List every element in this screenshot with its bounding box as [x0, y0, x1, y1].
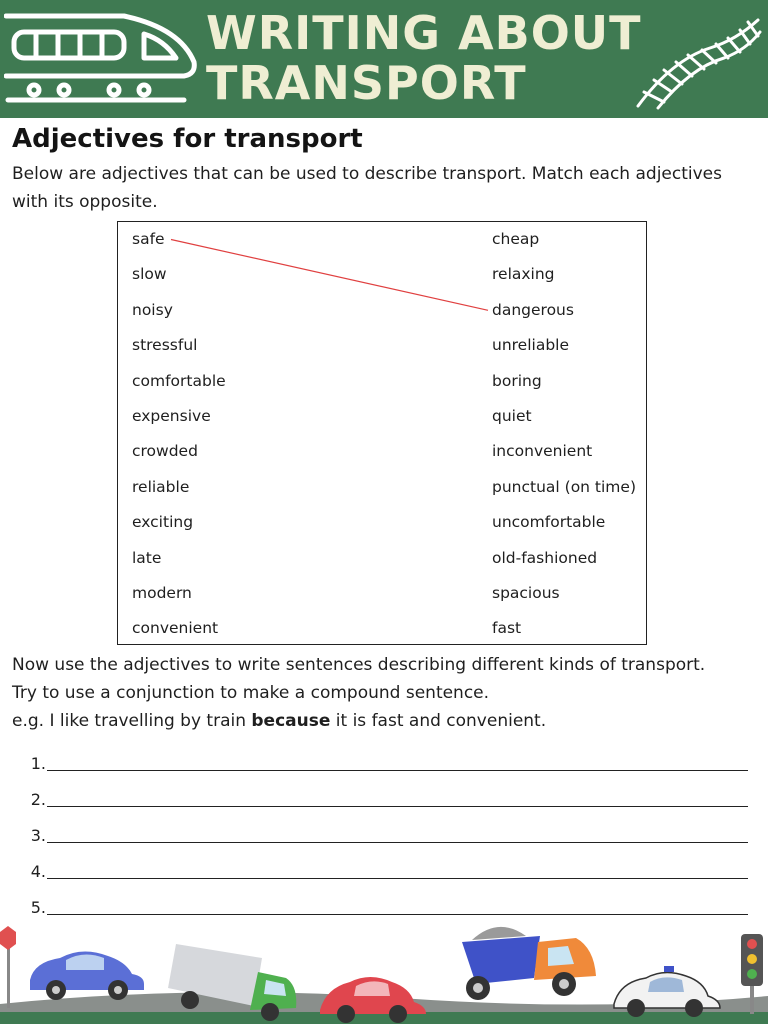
left-adjective: slow [132, 265, 167, 284]
answer-line[interactable] [28, 810, 748, 846]
answer-number: 2. [30, 790, 46, 809]
left-adjective: stressful [132, 336, 198, 355]
footer-illustration [0, 918, 768, 1024]
right-adjective: unreliable [492, 336, 570, 355]
left-adjective: crowded [132, 442, 198, 461]
instructions-line-2: Try to use a conjunction to make a compound sentence. [12, 683, 490, 703]
instructions [12, 651, 757, 735]
left-adjective: noisy [132, 300, 173, 319]
right-adjective: fast [492, 619, 522, 638]
section-title: Adjectives for transport [12, 124, 363, 154]
dump-truck-icon [462, 927, 596, 1000]
answer-line[interactable] [28, 738, 748, 774]
answer-writing-line[interactable] [47, 878, 748, 879]
blue-car-icon [30, 951, 144, 1000]
right-adjective: relaxing [492, 265, 555, 284]
answer-line[interactable] [28, 882, 748, 918]
answer-writing-line[interactable] [47, 842, 748, 843]
banner-title [206, 8, 642, 108]
left-adjective: safe [132, 230, 165, 248]
answer-line[interactable] [28, 774, 748, 810]
answer-writing-line[interactable] [47, 806, 748, 807]
instructions-line-1: Now use the adjectives to write sentences describing different kinds of transport. [12, 655, 706, 675]
left-adjective: reliable [132, 477, 190, 496]
answer-writing-line[interactable] [47, 770, 748, 771]
right-adjective: cheap [492, 230, 540, 248]
example-conjunction: because [251, 711, 331, 731]
answer-writing-line[interactable] [47, 914, 748, 915]
train-icon [4, 10, 200, 106]
right-adjective: boring [492, 371, 542, 390]
right-adjectives-column [492, 226, 636, 651]
left-adjective: late [132, 548, 162, 567]
left-adjective: modern [132, 583, 192, 602]
right-adjective: old-fashioned [492, 548, 598, 567]
right-adjective: quiet [492, 406, 532, 425]
right-adjective: dangerous [492, 300, 574, 319]
answer-number: 4. [30, 862, 46, 881]
answer-number: 1. [30, 754, 46, 773]
example-sentence [12, 707, 757, 735]
left-adjective: comfortable [132, 371, 226, 390]
example-suffix: it is fast and convenient. [330, 711, 547, 731]
answer-lines [28, 738, 748, 918]
right-adjective: punctual (on time) [492, 477, 636, 496]
answer-number: 5. [30, 898, 46, 917]
answer-line[interactable] [28, 846, 748, 882]
banner-title-line1: WRITING ABOUT [206, 6, 642, 60]
left-adjectives-column [132, 226, 226, 651]
right-adjective: inconvenient [492, 442, 593, 461]
banner-title-line2: TRANSPORT [206, 56, 527, 110]
right-adjective: uncomfortable [492, 513, 606, 532]
left-adjective: convenient [132, 619, 219, 638]
left-adjective: exciting [132, 513, 194, 532]
stop-sign-icon [0, 926, 16, 1008]
left-adjective: expensive [132, 406, 211, 425]
answer-number: 3. [30, 826, 46, 845]
intro-text: Below are adjectives that can be used to describe transport. Match each adjectives with its opposite. [12, 164, 722, 212]
matching-table [117, 221, 647, 645]
example-prefix: e.g. I like travelling by train [12, 711, 252, 731]
right-adjective: spacious [492, 583, 560, 602]
railway-track-icon [632, 10, 762, 110]
header-banner [0, 0, 768, 118]
